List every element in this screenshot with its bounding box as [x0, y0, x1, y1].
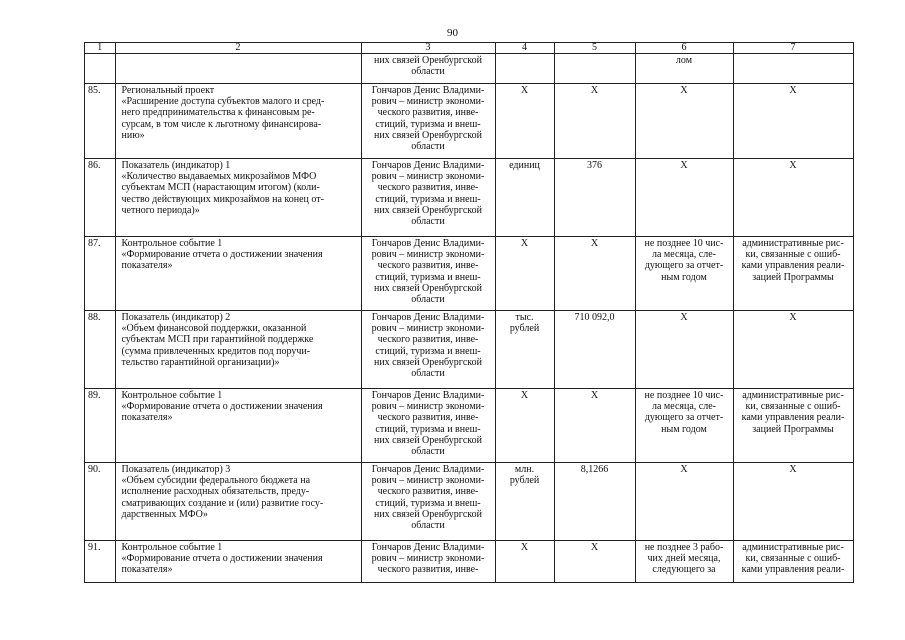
value-cell: X: [554, 84, 635, 159]
table-row: [85, 541, 854, 583]
deadline-cell: X: [635, 311, 733, 389]
table-row: [85, 54, 854, 84]
risks-cell: административные рис- ки, связанные с ошиб- ками управления реали- зацией Программы: [733, 389, 853, 463]
table-row: [85, 389, 854, 463]
item-name-cell: Контрольное событие 1 «Формирование отчета о достижении значения показателя»: [115, 541, 361, 583]
row-number-cell: 88.: [85, 311, 116, 389]
value-cell: 710 092,0: [554, 311, 635, 389]
risks-cell: X: [733, 463, 853, 541]
table-row: [85, 463, 854, 541]
unit-cell: X: [495, 237, 554, 311]
risks-cell: [733, 54, 853, 84]
row-number-cell: 91.: [85, 541, 116, 583]
row-number-cell: [85, 54, 116, 84]
unit-cell: единиц: [495, 159, 554, 237]
value-cell: [554, 54, 635, 84]
column-number: 1: [85, 43, 116, 54]
responsible-person-cell: Гончаров Денис Владими- рович – министр экономи- ческого развития, инве- стиций, туризма и внеш- них связей Оренбургской области: [361, 237, 495, 311]
column-number-header-row: [85, 43, 854, 54]
deadline-cell: лом: [635, 54, 733, 84]
item-name-cell: [115, 54, 361, 84]
unit-cell: тыс. рублей: [495, 311, 554, 389]
table-row: [85, 311, 854, 389]
item-name-cell: Показатель (индикатор) 3 «Объем субсидии федерального бюджета на исполнение расходных обязательств, преду- сматривающих создание и (или) развитие госу- дарственных МФО»: [115, 463, 361, 541]
deadline-cell: X: [635, 159, 733, 237]
column-number: 7: [733, 43, 853, 54]
deadline-cell: X: [635, 463, 733, 541]
unit-cell: млн. рублей: [495, 463, 554, 541]
value-cell: 376: [554, 159, 635, 237]
deadline-cell: X: [635, 84, 733, 159]
item-name-cell: Региональный проект «Расширение доступа субъектов малого и сред- него предпринимательства к финансовым ре- сурсам, в том числе к льготному финансирова- нию»: [115, 84, 361, 159]
row-number-cell: 85.: [85, 84, 116, 159]
table-row: [85, 84, 854, 159]
unit-cell: X: [495, 541, 554, 583]
column-number: 3: [361, 43, 495, 54]
table-row: [85, 159, 854, 237]
risks-cell: X: [733, 159, 853, 237]
risks-cell: административные рис- ки, связанные с ошиб- ками управления реали- зацией Программы: [733, 237, 853, 311]
risks-cell: X: [733, 84, 853, 159]
row-number-cell: 89.: [85, 389, 116, 463]
responsible-person-cell: Гончаров Денис Владими- рович – министр экономи- ческого развития, инве- стиций, туризма и внеш- них связей Оренбургской области: [361, 311, 495, 389]
item-name-cell: Контрольное событие 1 «Формирование отчета о достижении значения показателя»: [115, 237, 361, 311]
item-name-cell: Контрольное событие 1 «Формирование отчета о достижении значения показателя»: [115, 389, 361, 463]
responsible-person-cell: Гончаров Денис Владими- рович – министр экономи- ческого развития, инве- стиций, туризма и внеш- них связей Оренбургской области: [361, 159, 495, 237]
column-number: 2: [115, 43, 361, 54]
unit-cell: [495, 54, 554, 84]
row-number-cell: 90.: [85, 463, 116, 541]
responsible-person-cell: Гончаров Денис Владими- рович – министр экономи- ческого развития, инве- стиций, туризма и внеш- них связей Оренбургской области: [361, 84, 495, 159]
value-cell: 8,1266: [554, 463, 635, 541]
risks-cell: административные рис- ки, связанные с ошиб- ками управления реали-: [733, 541, 853, 583]
deadline-cell: не позднее 10 чис- ла месяца, сле- дующего за отчет- ным годом: [635, 237, 733, 311]
row-number-cell: 87.: [85, 237, 116, 311]
unit-cell: X: [495, 389, 554, 463]
responsible-person-cell: Гончаров Денис Владими- рович – министр экономи- ческого развития, инве- стиций, туризма и внеш- них связей Оренбургской области: [361, 389, 495, 463]
item-name-cell: Показатель (индикатор) 1 «Количество выдаваемых микрозаймов МФО субъектам МСП (нарастающим итогом) (коли- чество действующих микрозаймов на конец от- четного периода)»: [115, 159, 361, 237]
value-cell: X: [554, 541, 635, 583]
value-cell: X: [554, 237, 635, 311]
table-row: [85, 237, 854, 311]
responsible-person-cell: них связей Оренбургской области: [361, 54, 495, 84]
program-table: [84, 42, 854, 583]
responsible-person-cell: Гончаров Денис Владими- рович – министр экономи- ческого развития, инве-: [361, 541, 495, 583]
deadline-cell: не позднее 10 чис- ла месяца, сле- дующего за отчет- ным годом: [635, 389, 733, 463]
risks-cell: X: [733, 311, 853, 389]
deadline-cell: не позднее 3 рабо- чих дней месяца, следующего за: [635, 541, 733, 583]
column-number: 4: [495, 43, 554, 54]
column-number: 6: [635, 43, 733, 54]
column-number: 5: [554, 43, 635, 54]
responsible-person-cell: Гончаров Денис Владими- рович – министр экономи- ческого развития, инве- стиций, туризма и внеш- них связей Оренбургской области: [361, 463, 495, 541]
item-name-cell: Показатель (индикатор) 2 «Объем финансовой поддержки, оказанной субъектам МСП при гарантийной поддержке (сумма привлеченных кредитов под поручи- тельство гарантийной организации)»: [115, 311, 361, 389]
page-number: 90: [447, 27, 458, 39]
unit-cell: X: [495, 84, 554, 159]
value-cell: X: [554, 389, 635, 463]
row-number-cell: 86.: [85, 159, 116, 237]
